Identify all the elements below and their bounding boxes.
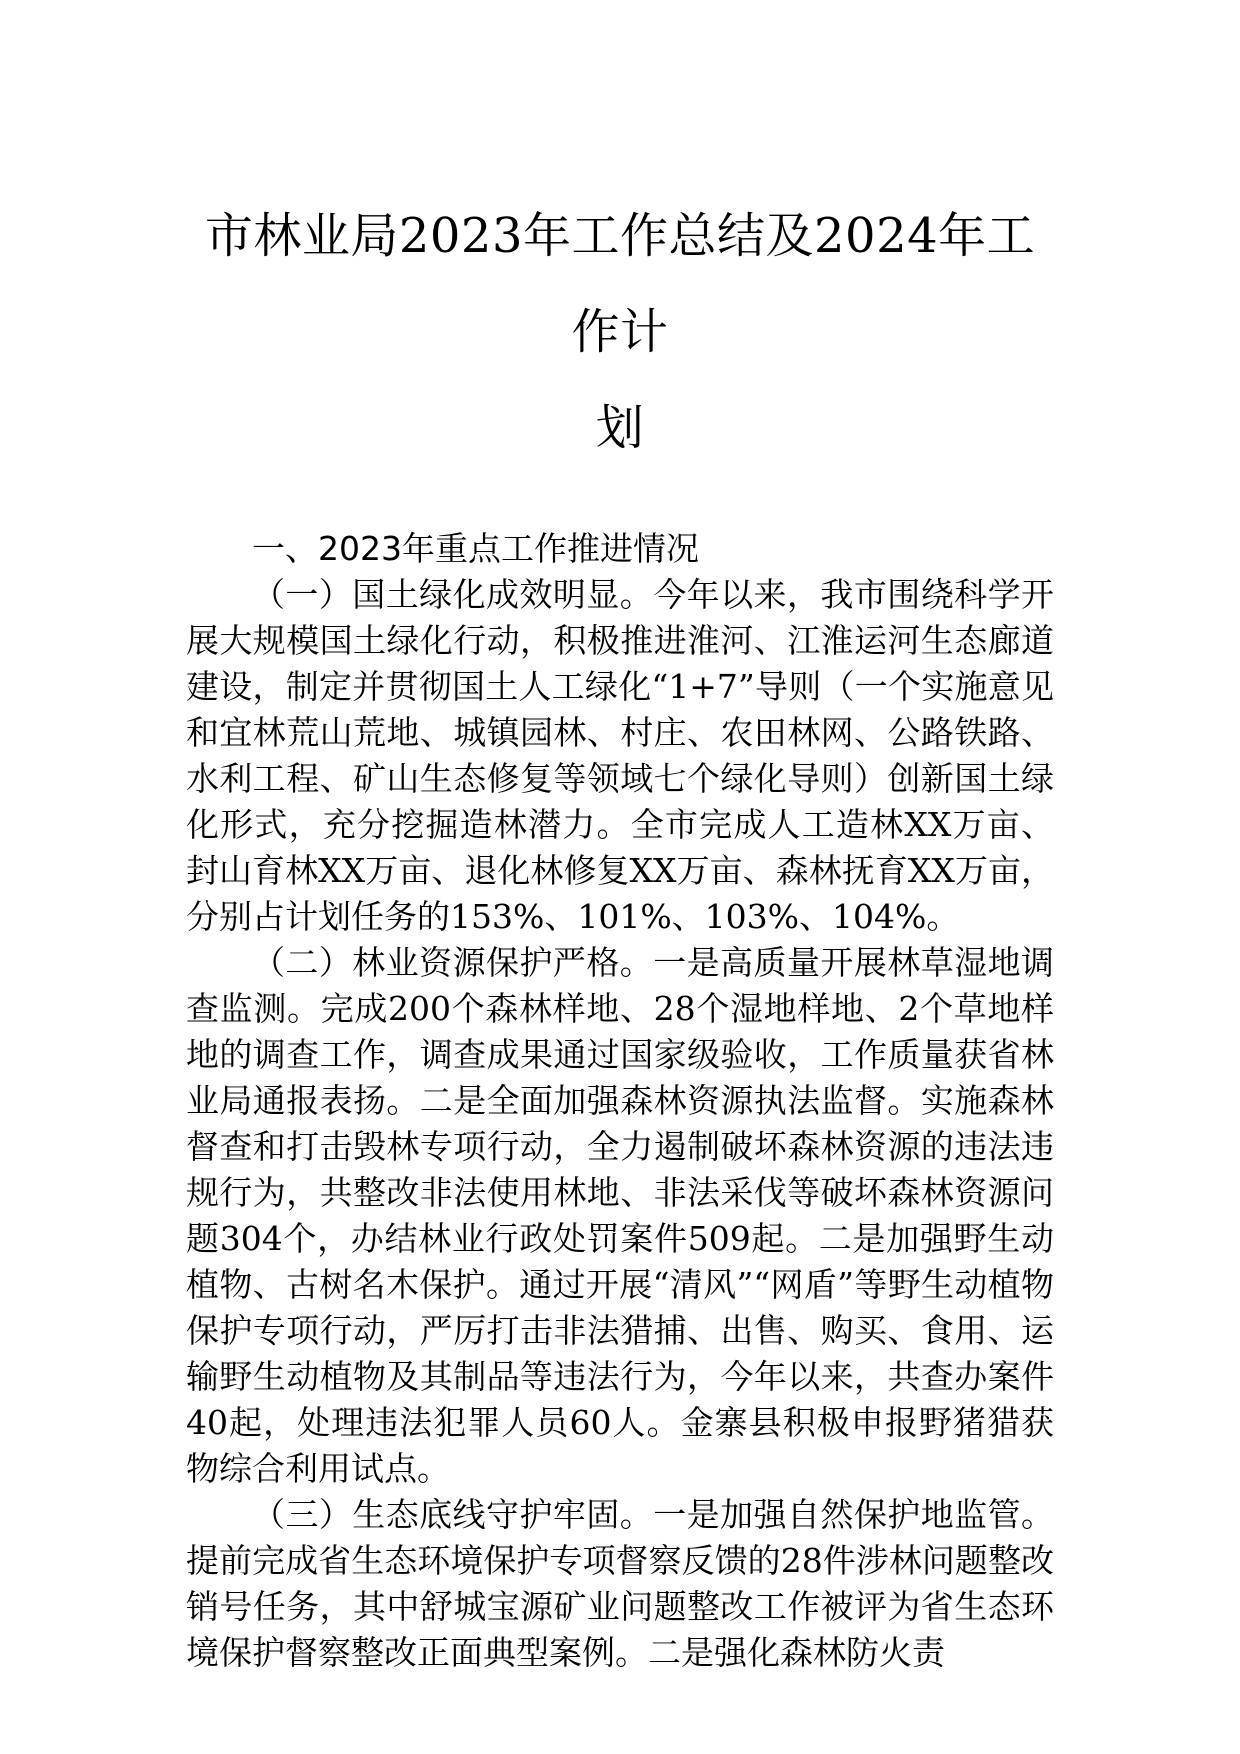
document-title-line-2: 划 bbox=[595, 400, 645, 456]
document-body bbox=[186, 526, 1054, 1676]
paragraph-resource-protection: （二）林业资源保护严格。一是高质量开展林草湿地调查监测。完成200个森林样地、28个湿地样地、2个草地样地的调查工作，调查成果通过国家级验收，工作质量获省林业局通报表扬。二是全面加强森林资源执法监督。实施森林督查和打击毁林专项行动，全力遏制破坏森林资源的违法违规行为，共整改非法使用林地、非法采伐等破坏森林资源问题304个，办结林业行政处罚案件509起。二是加强野生动植物、古树名木保护。通过开展“清风”“网盾”等野生动植物保护专项行动，严厉打击非法猎捕、出售、购买、食用、运输野生动植物及其制品等违法行为，今年以来，共查办案件40起，处理违法犯罪人员60人。金寨县积极申报野猪猎获物综合利用试点。 bbox=[186, 943, 1054, 1488]
section-heading: 一、2023年重点工作推进情况 bbox=[252, 529, 699, 568]
document-title-line-1: 市林业局2023年工作总结及2024年工作计 bbox=[204, 208, 1036, 360]
paragraph-land-greening: （一）国土绿化成效明显。今年以来，我市围绕科学开展大规模国土绿化行动，积极推进淮河、江淮运河生态廊道建设，制定并贯彻国土人工绿化“1+7”导则（一个实施意见和宜林荒山荒地、城镇园林、村庄、农田林网、公路铁路、水利工程、矿山生态修复等领域七个绿化导则）创新国土绿化形式，充分挖掘造林潜力。全市完成人工造林XX万亩、封山育林XX万亩、退化林修复XX万亩、森林抚育XX万亩，分别占计划任务的153%、101%、103%、104%。 bbox=[186, 575, 1054, 936]
paragraph-ecological-redline: （三）生态底线守护牢固。一是加强自然保护地监管。提前完成省生态环境保护专项督察反馈的28件涉林问题整改销号任务，其中舒城宝源矿业问题整改工作被评为省生态环境保护督察整改正面典型案例。二是强化森林防火责 bbox=[186, 1495, 1054, 1672]
document-title bbox=[186, 188, 1054, 476]
